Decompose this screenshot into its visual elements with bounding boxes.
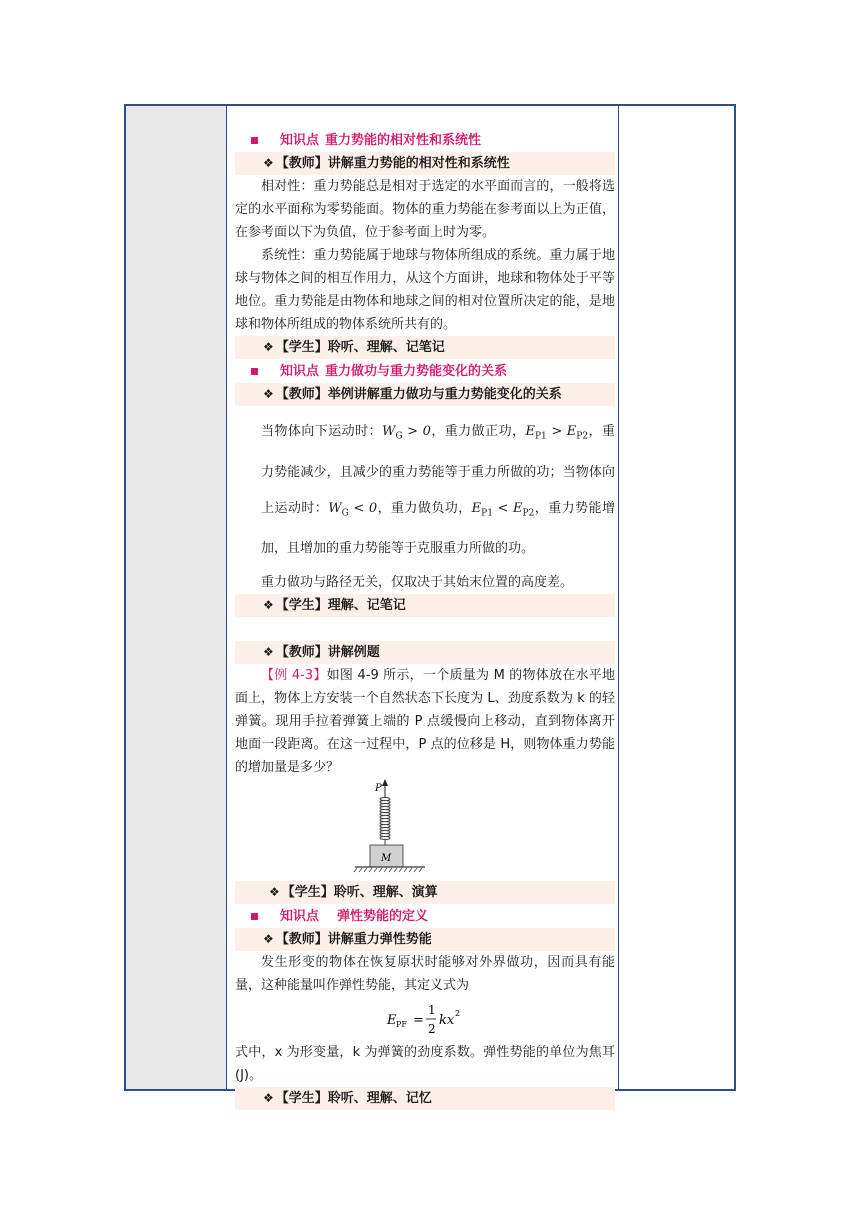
diamond-bullet-icon: ❖ xyxy=(269,885,280,900)
student-bar xyxy=(235,594,615,617)
student-bar xyxy=(235,1087,615,1110)
text: ，重力势能增加，且增加的重力势能等于克服重力所做的功。 xyxy=(261,500,615,557)
student-label: 【学生】聆听、理解、记忆 xyxy=(275,1091,432,1107)
paragraph: 系统性：重力势能属于地球与物体所组成的系统。重力属于地球与物体之间的相互作用力，从这个方面讲，地球和物体处于平等地位。重力势能是由物体和地球之间的相对位置所决定的能，是地球和物体所组成的物体系统所共有的。 xyxy=(235,248,615,332)
label-m: M xyxy=(381,853,392,865)
diamond-bullet-icon: ❖ xyxy=(263,1091,274,1106)
teacher-bar xyxy=(235,928,615,951)
student-label: 【学生】聆听、理解、记笔记 xyxy=(275,340,445,355)
content-column xyxy=(227,106,620,1107)
left-column xyxy=(126,106,227,1089)
knowledge-point-heading xyxy=(235,359,615,383)
kp-title: 重力做功与重力势能变化的关系 xyxy=(325,363,508,379)
svg-text:=: = xyxy=(413,1013,424,1029)
example-text: 如图 4-9 所示，一个质量为 M 的物体放在水平地面上，物体上方安装一个自然状态下长度为 L、劲度系数为 k 的轻弹簧。现用手拉着弹簧上端的 P 点缓慢向上移动，直到物体离开地面一段距离。在这一过程中，P 点的位移是 H，则物体重力势能的增加量是多少？ xyxy=(235,668,615,776)
elastic-formula xyxy=(235,997,615,1041)
formula-num: 1 xyxy=(428,1003,436,1018)
example-paragraph xyxy=(235,664,615,779)
math-wg-positive: $W_G > 0$ xyxy=(382,424,431,442)
formula-den: 2 xyxy=(428,1022,436,1037)
paragraph: 相对性：重力势能总是相对于选定的水平面而言的，一般将选定的水平面称为零势能面。物体的重力势能在参考面以上为正值，在参考面以下为负值，位于参考面上时为零。 xyxy=(235,179,615,240)
kp-label: 知识点 xyxy=(280,908,320,924)
teacher-label: 【教师】讲解例题 xyxy=(275,645,380,661)
right-column xyxy=(618,106,734,1089)
text: ，重力做正功， xyxy=(430,424,526,439)
student-bar xyxy=(235,336,615,359)
kp-title: 重力势能的相对性和系统性 xyxy=(325,132,482,148)
teacher-label: 【教师】讲解重力势能的相对性和系统性 xyxy=(275,156,510,171)
square-bullet-icon xyxy=(251,368,258,375)
text: 当物体向下运动时： xyxy=(261,424,382,439)
spring-diagram xyxy=(235,779,615,881)
diamond-bullet-icon: ❖ xyxy=(263,598,274,613)
diamond-bullet-icon: ❖ xyxy=(263,645,274,660)
formula-sup: 2 xyxy=(455,1009,461,1019)
diamond-bullet-icon: ❖ xyxy=(263,932,274,947)
student-label: 【学生】理解、记笔记 xyxy=(275,598,406,614)
teacher-bar xyxy=(235,152,615,175)
formula-kx: kx xyxy=(439,1013,455,1029)
example-tag: 【例 4-3】 xyxy=(261,668,327,684)
kp-label: 知识点 xyxy=(280,132,320,148)
formula-svg xyxy=(235,997,615,1041)
formula-sub: PF xyxy=(396,1020,407,1030)
math-ep-less: $E_{P1} < E_{P2}$ xyxy=(471,500,535,519)
kp-title: 弹性势能的定义 xyxy=(337,908,429,924)
teacher-bar xyxy=(235,641,615,664)
kp-label: 知识点 xyxy=(280,363,320,379)
knowledge-point-heading xyxy=(235,904,615,928)
math-ep-greater: $E_{P1} > E_{P2}$ xyxy=(525,424,589,442)
square-bullet-icon xyxy=(251,137,258,144)
spring-coil xyxy=(380,798,390,840)
paragraph: 发生形变的物体在恢复原状时能够对外界做功，因而具有能量，这种能量叫作弹性势能，其定义式为 xyxy=(235,955,615,994)
lesson-content xyxy=(235,128,615,1110)
math-paragraph xyxy=(235,414,615,567)
student-label: 【学生】聆听、理解、演算 xyxy=(281,885,438,901)
text: ，重力做负功， xyxy=(377,500,472,516)
square-bullet-icon xyxy=(251,913,258,920)
diamond-bullet-icon: ❖ xyxy=(263,387,274,401)
paragraph: 式中，x 为形变量，k 为弹簧的劲度系数。弹性势能的单位为焦耳 (J)。 xyxy=(235,1045,615,1084)
label-p: P xyxy=(375,783,382,795)
diamond-bullet-icon: ❖ xyxy=(263,340,274,354)
formula-e: E xyxy=(387,1013,397,1029)
paragraph: 重力做功与路径无关，仅取决于其始末位置的高度差。 xyxy=(261,575,574,591)
lesson-table xyxy=(124,104,736,1107)
diamond-bullet-icon: ❖ xyxy=(263,156,274,170)
text: ，重力势能减少，且减少的重力势能等于重力所做的功；当物体向上运动时： xyxy=(261,424,615,516)
teacher-bar xyxy=(235,383,615,406)
spring-figure xyxy=(235,779,615,881)
teacher-label: 【教师】讲解重力弹性势能 xyxy=(275,932,432,948)
math-wg-negative: $W_G < 0$ xyxy=(328,500,378,519)
knowledge-point-heading xyxy=(235,128,615,152)
student-bar xyxy=(235,881,615,904)
teacher-label: 【教师】举例讲解重力做功与重力势能变化的关系 xyxy=(275,387,562,402)
